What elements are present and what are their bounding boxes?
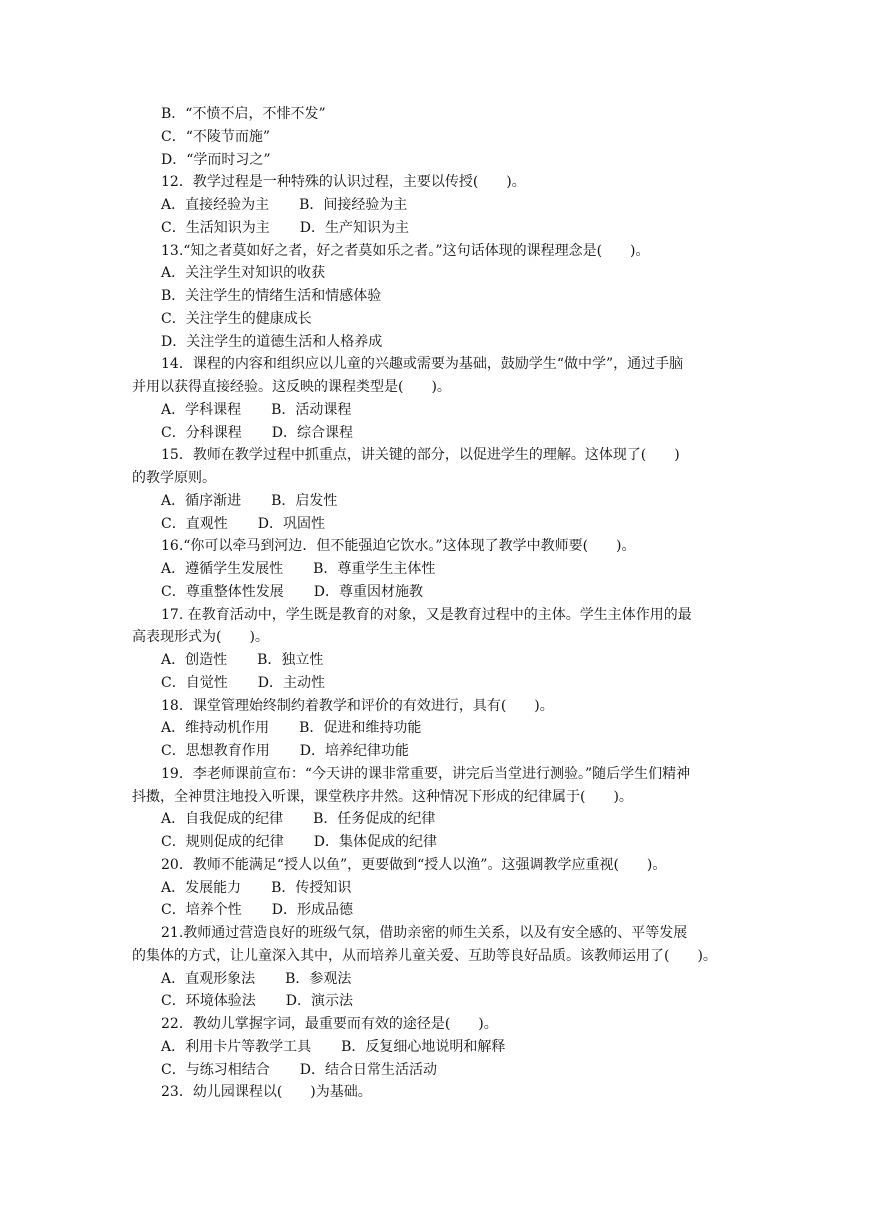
answer-options	[132, 149, 742, 172]
option-text: C．“不陵节而施”	[161, 128, 271, 145]
option-text: B．传授知识	[271, 879, 352, 896]
option-text: B．反复细心地说明和解释	[341, 1038, 506, 1055]
question-text	[132, 854, 742, 877]
option-text: D．主动性	[257, 674, 325, 691]
option-text: B．参观法	[285, 970, 352, 987]
option-text: C．自觉性	[161, 674, 228, 691]
option-text: B．尊重学生主体性	[313, 561, 436, 577]
option-text: D．演示法	[285, 993, 353, 1010]
option-text: A．关注学生对知识的收获	[161, 265, 326, 282]
answer-options	[132, 1036, 742, 1059]
answer-options	[132, 877, 742, 900]
answer-options	[132, 672, 742, 695]
option-text: A．利用卡片等教学工具	[161, 1038, 312, 1055]
option-text: D．巩固性	[257, 515, 325, 532]
answer-options	[132, 331, 742, 354]
question-text	[132, 353, 742, 376]
question-continuation	[132, 786, 742, 809]
text-line: 13.“知之者莫如好之者，好之者莫如乐之者。”这句话体现的课程理念是( )。	[161, 242, 650, 259]
answer-options	[132, 285, 742, 308]
option-text: B．关注学生的情绪生活和情感体验	[161, 288, 382, 304]
option-text: D．培养纪律功能	[299, 743, 409, 759]
text-line: 18．课堂管理始终制约着教学和评价的有效进行，具有( )。	[161, 697, 554, 714]
text-line: 高表现形式为( )。	[132, 629, 269, 646]
text-line: 16.“你可以牵马到河边．但不能强迫它饮水。”这体现了教学中教师要( )。	[161, 538, 636, 555]
question-text	[132, 1081, 742, 1104]
text-line: 19．李老师课前宣布：“今天讲的课非常重要，讲完后当堂进行测验。”随后学生们精神	[161, 765, 691, 782]
answer-options	[132, 649, 742, 672]
question-text	[132, 535, 742, 558]
option-text: A．循序渐进	[161, 492, 242, 509]
option-text: A．直观形象法	[161, 970, 256, 987]
answer-options	[132, 399, 742, 422]
text-line: 的教学原则。	[132, 470, 216, 486]
option-text: B．独立性	[257, 652, 324, 668]
question-continuation	[132, 945, 742, 968]
option-text: D．结合日常生活活动	[299, 1061, 437, 1078]
text-line: 14．课程的内容和组织应以儿童的兴趣或需要为基础，鼓励学生“做中学”，通过手脑	[161, 356, 684, 373]
option-text: C．规则促成的纪律	[161, 834, 284, 850]
option-text: A．学科课程	[161, 401, 242, 418]
option-text: C．直观性	[161, 515, 228, 532]
option-text: A．直接经验为主	[161, 197, 270, 213]
option-text: C．尊重整体性发展	[161, 583, 284, 600]
answer-options	[132, 740, 742, 763]
question-text	[132, 695, 742, 718]
option-text: C．关注学生的健康成长	[161, 310, 312, 327]
text-line: 的集体的方式，让儿童深入其中，从而培养儿童关爱、互助等良好品质。该教师运用了( )。	[132, 947, 717, 964]
answer-options	[132, 103, 742, 126]
option-text: D．综合课程	[271, 424, 353, 441]
option-text: A．维持动机作用	[161, 720, 270, 737]
answer-options	[132, 217, 742, 240]
question-text	[132, 604, 742, 627]
text-line: 抖擞，全神贯注地投入听课，课堂秩序井然。这种情况下形成的纪律属于( )。	[132, 788, 633, 805]
option-text: A．创造性	[161, 652, 228, 668]
option-text: C．培养个性	[161, 902, 242, 919]
answer-options	[132, 558, 742, 581]
question-text	[132, 171, 742, 194]
text-line: 15．教师在教学过程中抓重点，讲关键的部分，以促进学生的理解。这体现了( )	[161, 447, 680, 464]
question-continuation	[132, 467, 742, 490]
option-text: B．任务促成的纪律	[313, 811, 436, 828]
option-text: D．“学而时习之”	[161, 151, 271, 168]
answer-options	[132, 968, 742, 991]
answer-options	[132, 308, 742, 331]
answer-options	[132, 194, 742, 217]
answer-options	[132, 490, 742, 513]
option-text: B．活动课程	[271, 401, 352, 418]
option-text: C．环境体验法	[161, 993, 256, 1010]
answer-options	[132, 581, 742, 604]
text-line: 20．教师不能满足“授人以鱼”，更要做到“授人以渔”。这强调教学应重视( )。	[161, 856, 667, 873]
option-text: A．遵循学生发展性	[161, 561, 284, 577]
question-text	[132, 444, 742, 467]
option-text: C．分科课程	[161, 424, 242, 441]
option-text: D．集体促成的纪律	[313, 834, 437, 850]
answer-options	[132, 262, 742, 285]
answer-options	[132, 1059, 742, 1082]
answer-options	[132, 422, 742, 445]
text-line: 22．教幼儿掌握字词，最重要而有效的途径是( )。	[161, 1016, 498, 1032]
answer-options	[132, 899, 742, 922]
question-text	[132, 240, 742, 263]
question-text	[132, 1013, 742, 1036]
option-text: C．与练习相结合	[161, 1061, 270, 1078]
text-line: 17. 在教育活动中，学生既是教育的对象，又是教育过程中的主体。学生主体作用的最	[161, 606, 692, 623]
option-text: D．尊重因材施教	[313, 583, 423, 600]
option-text: B．间接经验为主	[299, 197, 408, 213]
option-text: B．启发性	[271, 492, 338, 509]
question-text	[132, 763, 742, 786]
text-line: 21.教师通过营造良好的班级气氛，借助亲密的师生关系，以及有安全感的、平等发展	[161, 925, 688, 941]
answer-options	[132, 990, 742, 1013]
answer-options	[132, 717, 742, 740]
text-line: 23．幼儿园课程以( )为基础。	[161, 1084, 372, 1101]
option-text: A．发展能力	[161, 879, 242, 896]
option-text: D．生产知识为主	[299, 219, 409, 236]
answer-options	[132, 831, 742, 854]
option-text: B．促进和维持功能	[299, 720, 422, 737]
option-text: B．“不愤不启，不悱不发”	[161, 106, 326, 122]
question-list	[132, 103, 742, 1104]
question-continuation	[132, 626, 742, 649]
text-line: 并用以获得直接经验。这反映的课程类型是( )。	[132, 379, 451, 395]
question-text	[132, 922, 742, 945]
option-text: C．思想教育作用	[161, 743, 270, 759]
answer-options	[132, 808, 742, 831]
answer-options	[132, 513, 742, 536]
text-line: 12．教学过程是一种特殊的认识过程，主要以传授( )。	[161, 174, 526, 191]
option-text: D．关注学生的道德生活和人格养成	[161, 333, 383, 350]
answer-options	[132, 126, 742, 149]
option-text: C．生活知识为主	[161, 219, 270, 236]
question-continuation	[132, 376, 742, 399]
option-text: A．自我促成的纪律	[161, 811, 284, 828]
option-text: D．形成品德	[271, 902, 353, 919]
